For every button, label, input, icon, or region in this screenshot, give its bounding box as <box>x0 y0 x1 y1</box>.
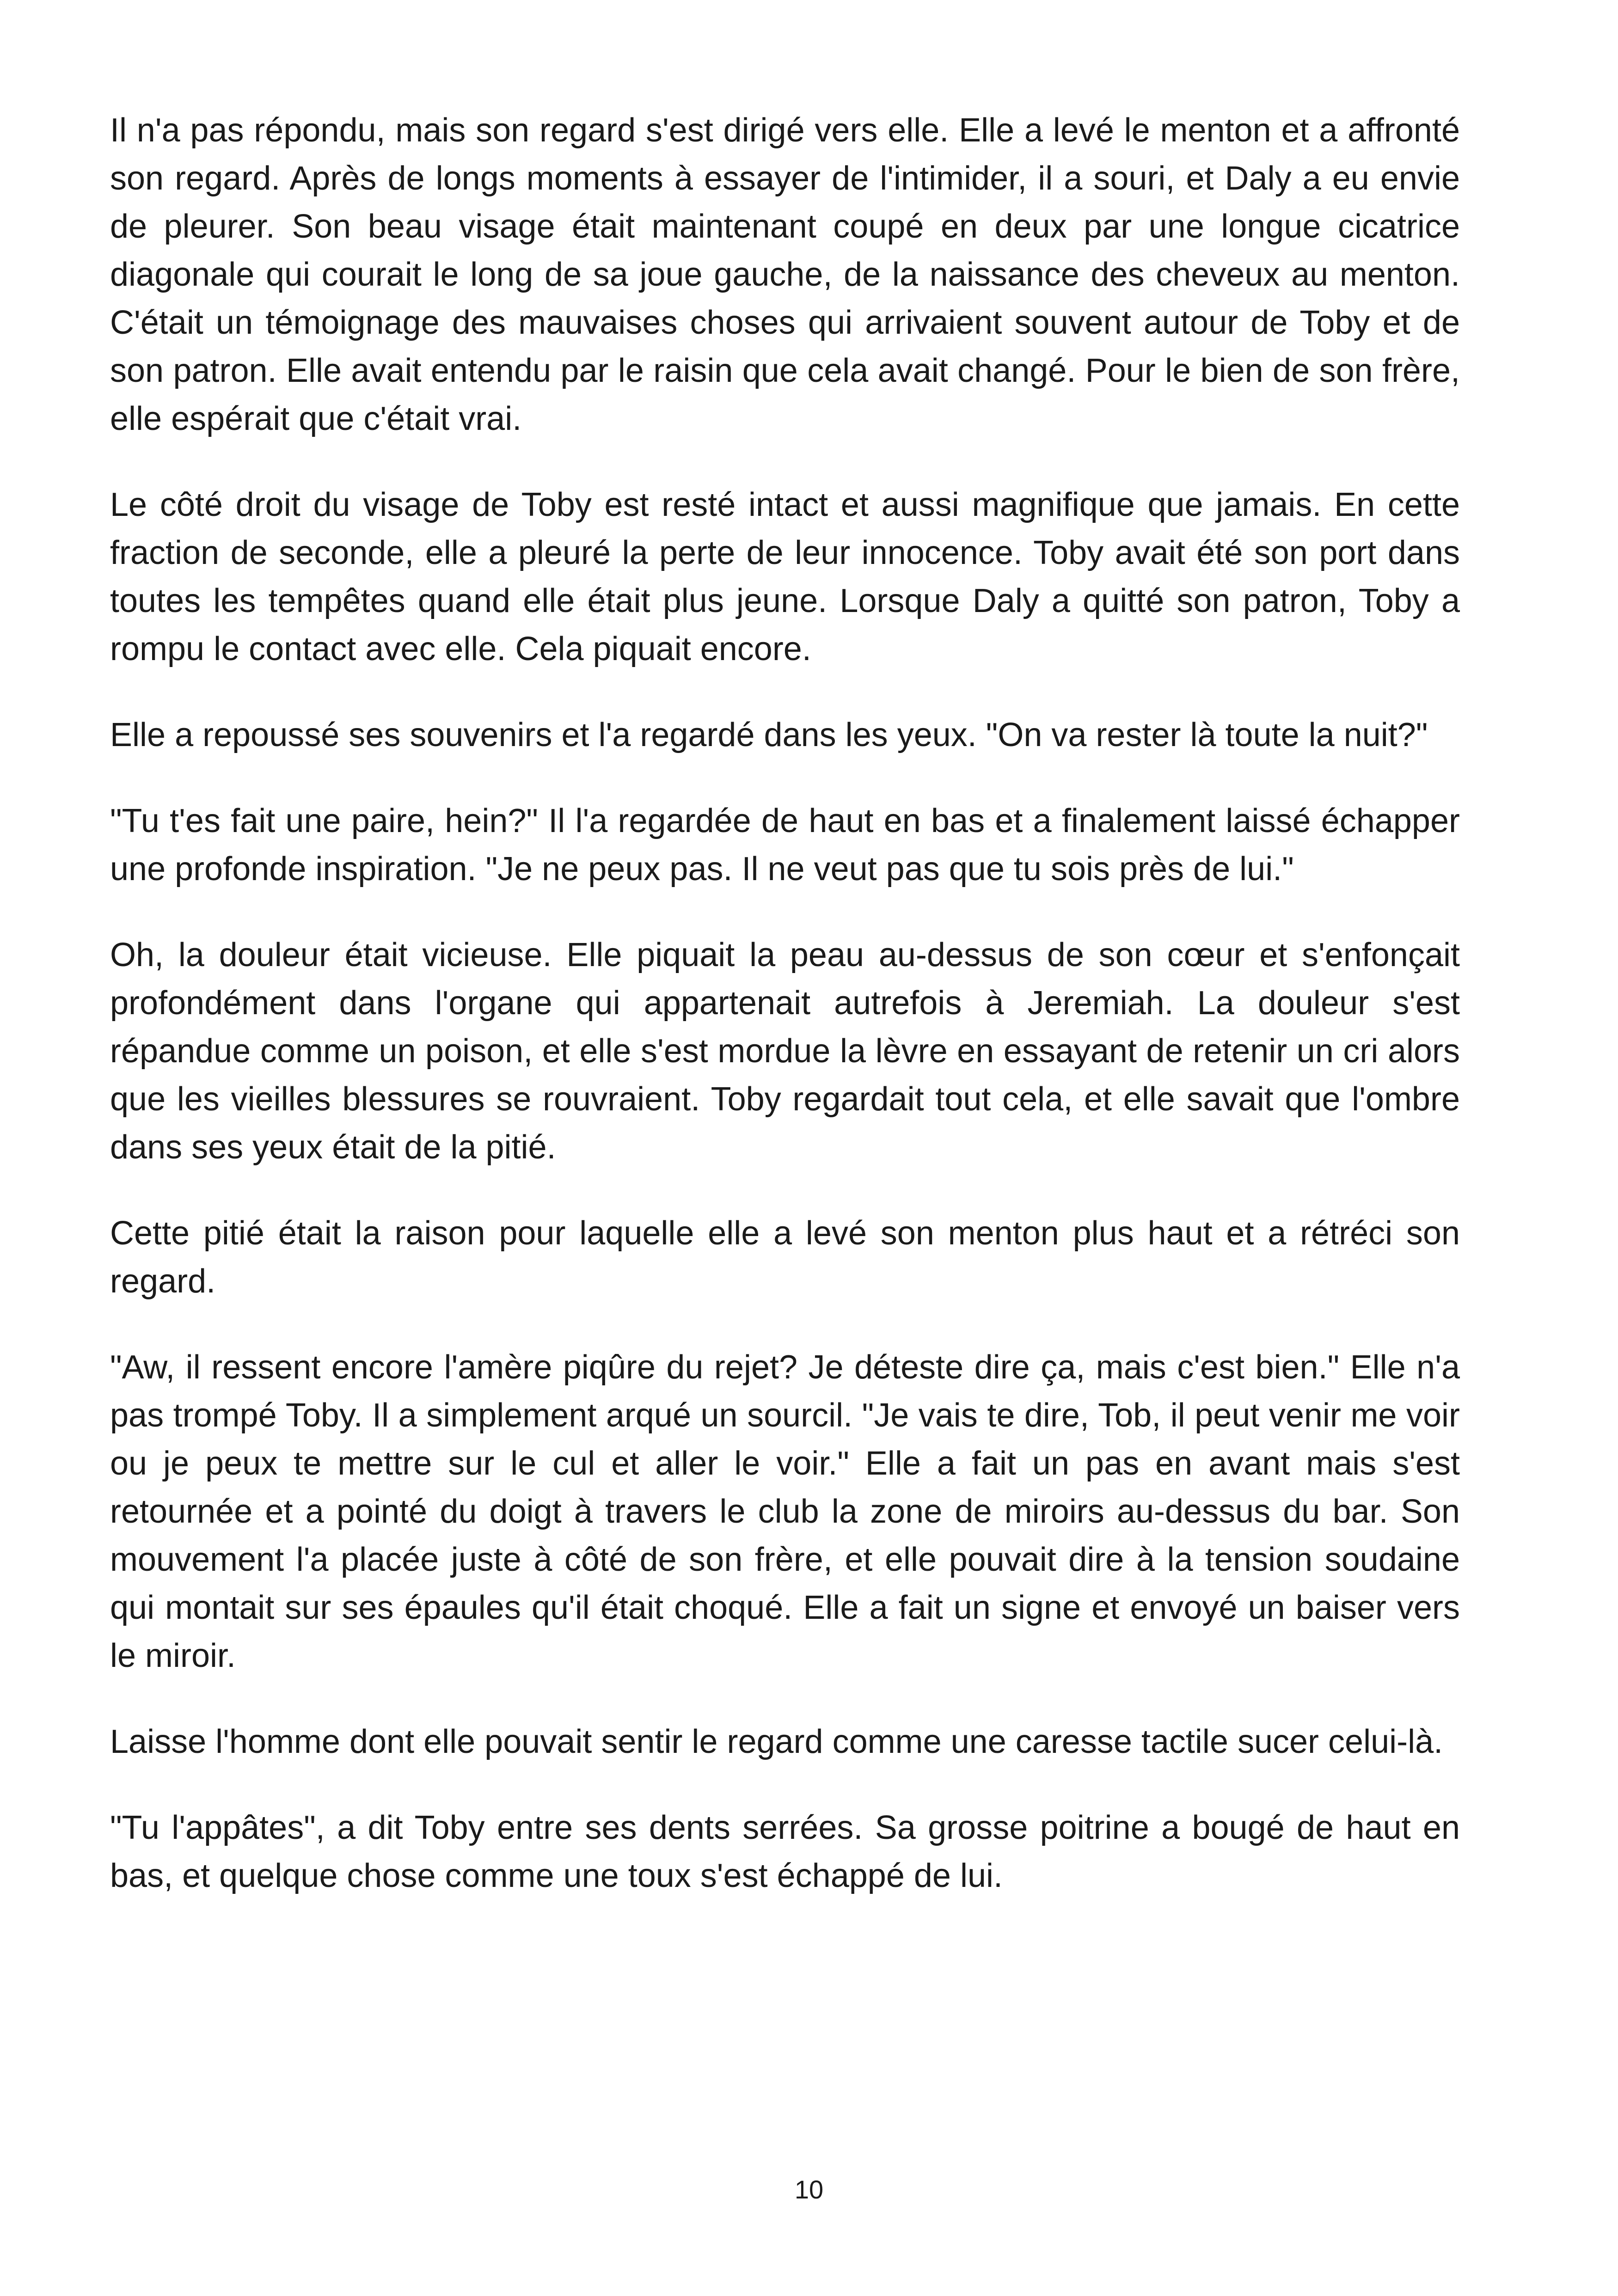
paragraph: "Tu l'appâtes", a dit Toby entre ses dents serrées. Sa grosse poitrine a bougé de haut en bas, et quelque chose comme une toux s'est échappé de lui. <box>110 1809 1460 1894</box>
page-number: 10 <box>794 2175 824 2204</box>
body-text <box>110 106 1460 1938</box>
paragraph: Cette pitié était la raison pour laquelle elle a levé son menton plus haut et a rétréci son regard. <box>110 1215 1460 1300</box>
paragraph: Oh, la douleur était vicieuse. Elle piquait la peau au-dessus de son cœur et s'enfonçait profondément dans l'organe qui appartenait autrefois à Jeremiah. La douleur s'est répandue comme un poison, et elle s'est mordue la lèvre en essayant de retenir un cri alors que les vieilles blessures se rouvraient. Toby regardait tout cela, et elle savait que l'ombre dans ses yeux était de la pitié. <box>110 937 1460 1166</box>
paragraph: Laisse l'homme dont elle pouvait sentir le regard comme une caresse tactile sucer celui-là. <box>110 1723 1443 1760</box>
paragraph: Il n'a pas répondu, mais son regard s'est dirigé vers elle. Elle a levé le menton et a affronté son regard. Après de longs moments à essayer de l'intimider, il a souri, et Daly a eu envie de pleurer. Son beau visage était maintenant coupé en deux par une longue cicatrice diagonale qui courait le long de sa joue gauche, de la naissance des cheveux au menton. C'était un témoignage des mauvaises choses qui arrivaient souvent autour de Toby et de son patron. Elle avait entendu par le raisin que cela avait changé. Pour le bien de son frère, elle espérait que c'était vrai. <box>110 112 1460 437</box>
paragraph: Le côté droit du visage de Toby est resté intact et aussi magnifique que jamais. En cette fraction de seconde, elle a pleuré la perte de leur innocence. Toby avait été son port dans toutes les tempêtes quand elle était plus jeune. Lorsque Daly a quitté son patron, Toby a rompu le contact avec elle. Cela piquait encore. <box>110 486 1460 667</box>
paragraph: "Tu t'es fait une paire, hein?" Il l'a regardée de haut en bas et a finalement laissé échapper une profonde inspiration. "Je ne peux pas. Il ne veut pas que tu sois près de lui." <box>110 802 1460 888</box>
paragraph: Elle a repoussé ses souvenirs et l'a regardé dans les yeux. "On va rester là toute la nuit?" <box>110 716 1428 753</box>
paragraph: "Aw, il ressent encore l'amère piqûre du rejet? Je déteste dire ça, mais c'est bien." Elle n'a pas trompé Toby. Il a simplement arqué un sourcil. "Je vais te dire, Tob, il peut venir me voir ou je peux te mettre sur le cul et aller le voir." Elle a fait un pas en avant mais s'est retournée et a pointé du doigt à travers le club la zone de miroirs au-dessus du bar. Son mouvement l'a placée juste à côté de son frère, et elle pouvait dire à la tension soudaine qui montait sur ses épaules qu'il était choqué. Elle a fait un signe et envoyé un baiser vers le miroir. <box>110 1349 1460 1674</box>
